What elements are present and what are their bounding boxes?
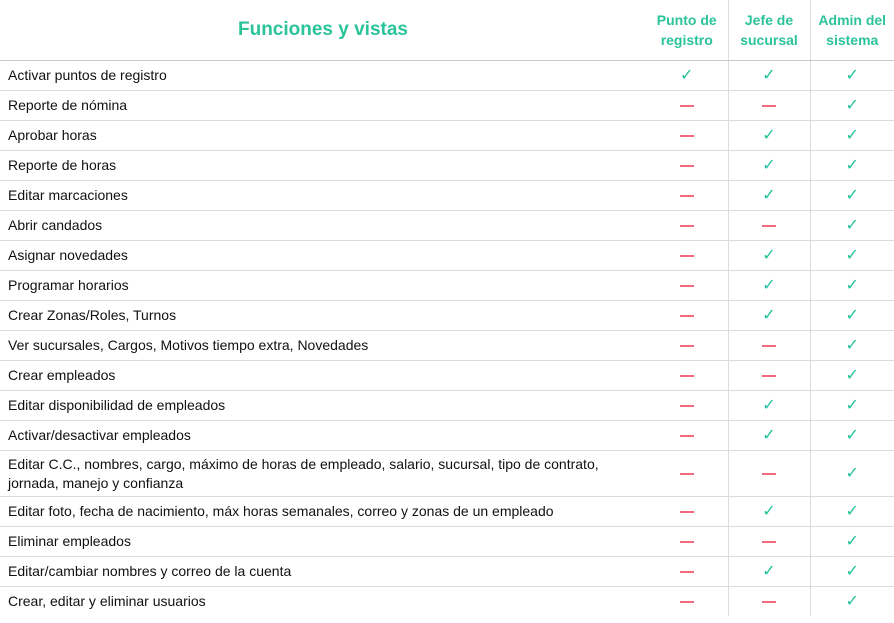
dash-icon	[762, 345, 776, 347]
check-icon: ✓	[845, 187, 859, 204]
check-icon: ✓	[845, 427, 859, 444]
permission-denied-cell	[646, 331, 728, 361]
check-icon: ✓	[762, 427, 776, 444]
dash-icon	[680, 315, 694, 317]
role-header-line1: Punto de	[656, 12, 717, 28]
permission-granted-cell	[810, 181, 894, 211]
check-icon: ✓	[845, 307, 859, 324]
dash-icon	[680, 105, 694, 107]
permission-denied-cell	[646, 421, 728, 451]
permission-denied-cell	[646, 361, 728, 391]
check-icon: ✓	[680, 67, 694, 84]
function-label: Editar C.C., nombres, cargo, máximo de horas de empleado, salario, sucursal, tipo de contrato, jornada, manejo y confianza	[0, 451, 646, 497]
check-icon: ✓	[762, 397, 776, 414]
table-row	[0, 121, 894, 151]
check-icon: ✓	[845, 593, 859, 610]
permission-denied-cell	[728, 211, 810, 241]
permission-granted-cell	[810, 121, 894, 151]
check-icon: ✓	[845, 97, 859, 114]
permission-denied-cell	[728, 91, 810, 121]
dash-icon	[680, 601, 694, 603]
functions-column-header: Funciones y vistas	[0, 0, 646, 61]
check-icon: ✓	[762, 187, 776, 204]
dash-icon	[680, 195, 694, 197]
table-header	[0, 0, 894, 61]
dash-icon	[680, 285, 694, 287]
table-row	[0, 331, 894, 361]
table-row	[0, 527, 894, 557]
permission-denied-cell	[646, 121, 728, 151]
dash-icon	[680, 135, 694, 137]
permission-denied-cell	[646, 241, 728, 271]
permission-granted-cell	[728, 391, 810, 421]
table-row	[0, 151, 894, 181]
table-row	[0, 61, 894, 91]
permission-granted-cell	[810, 61, 894, 91]
table-row	[0, 557, 894, 587]
dash-icon	[680, 405, 694, 407]
permission-granted-cell	[810, 451, 894, 497]
dash-icon	[680, 165, 694, 167]
table-row	[0, 587, 894, 617]
function-label: Editar foto, fecha de nacimiento, máx horas semanales, correo y zonas de un empleado	[0, 497, 646, 527]
dash-icon	[680, 375, 694, 377]
dash-icon	[680, 225, 694, 227]
permission-granted-cell	[810, 421, 894, 451]
dash-icon	[680, 345, 694, 347]
permission-granted-cell	[728, 557, 810, 587]
dash-icon	[762, 105, 776, 107]
table-row	[0, 91, 894, 121]
permission-granted-cell	[728, 497, 810, 527]
function-label: Aprobar horas	[0, 121, 646, 151]
function-label: Editar disponibilidad de empleados	[0, 391, 646, 421]
permission-granted-cell	[728, 121, 810, 151]
permission-granted-cell	[810, 361, 894, 391]
dash-icon	[680, 435, 694, 437]
permission-denied-cell	[646, 391, 728, 421]
dash-icon	[762, 375, 776, 377]
role-header-punto-de-registro	[646, 0, 728, 61]
check-icon: ✓	[845, 397, 859, 414]
check-icon: ✓	[845, 247, 859, 264]
function-label: Crear, editar y eliminar usuarios	[8, 593, 206, 609]
role-header-line1: Admin del	[818, 12, 887, 28]
check-icon: ✓	[845, 277, 859, 294]
table-row	[0, 421, 894, 451]
table-body	[0, 61, 894, 617]
function-label: Eliminar empleados	[0, 527, 646, 557]
check-icon: ✓	[845, 217, 859, 234]
permission-denied-cell	[728, 451, 810, 497]
table-row	[0, 271, 894, 301]
function-label: Reporte de nómina	[0, 91, 646, 121]
check-icon: ✓	[845, 127, 859, 144]
dash-icon	[762, 225, 776, 227]
table-row	[0, 301, 894, 331]
dash-icon	[762, 601, 776, 603]
function-label: Crear empleados	[0, 361, 646, 391]
check-icon: ✓	[845, 503, 859, 520]
permission-granted-cell	[810, 91, 894, 121]
permission-granted-cell	[810, 241, 894, 271]
function-label: Asignar novedades	[0, 241, 646, 271]
permission-denied-cell	[646, 181, 728, 211]
check-icon: ✓	[762, 67, 776, 84]
permission-granted-cell	[728, 421, 810, 451]
role-header-line1: Jefe de	[744, 12, 794, 28]
permission-granted-cell	[728, 301, 810, 331]
check-icon: ✓	[762, 157, 776, 174]
check-icon: ✓	[762, 127, 776, 144]
permission-denied-cell	[646, 587, 728, 617]
permission-denied-cell	[728, 361, 810, 391]
permission-granted-cell	[728, 241, 810, 271]
check-icon: ✓	[762, 503, 776, 520]
permission-granted-cell	[728, 61, 810, 91]
check-icon: ✓	[845, 367, 859, 384]
role-header-line2: sucursal	[740, 32, 798, 48]
permission-granted-cell	[728, 151, 810, 181]
function-label: Crear Zonas/Roles, Turnos	[0, 301, 646, 331]
check-icon: ✓	[762, 563, 776, 580]
role-header-admin-del-sistema	[810, 0, 894, 61]
permission-denied-cell	[646, 211, 728, 241]
role-header-line2: registro	[660, 32, 713, 48]
dash-icon	[680, 541, 694, 543]
check-icon: ✓	[845, 337, 859, 354]
permission-granted-cell	[810, 527, 894, 557]
permission-denied-cell	[646, 497, 728, 527]
table-row	[0, 241, 894, 271]
permission-granted-cell	[810, 301, 894, 331]
table-row	[0, 211, 894, 241]
role-header-line2: sistema	[826, 32, 879, 48]
permission-denied-cell	[728, 587, 810, 617]
permission-granted-cell	[810, 497, 894, 527]
permission-granted-cell	[646, 61, 728, 91]
dash-icon	[762, 473, 776, 475]
check-icon: ✓	[845, 533, 859, 550]
check-icon: ✓	[845, 157, 859, 174]
table-row	[0, 181, 894, 211]
role-header-jefe-de-sucursal	[728, 0, 810, 61]
permission-granted-cell	[728, 271, 810, 301]
table-row	[0, 497, 894, 527]
permission-granted-cell	[810, 211, 894, 241]
check-icon: ✓	[845, 67, 859, 84]
function-label: Programar horarios	[0, 271, 646, 301]
permission-granted-cell	[810, 587, 894, 617]
function-label: Ver sucursales, Cargos, Motivos tiempo extra, Novedades	[0, 331, 646, 361]
permission-denied-cell	[646, 91, 728, 121]
table-row	[0, 451, 894, 497]
permission-denied-cell	[646, 301, 728, 331]
header-row	[0, 0, 894, 61]
function-label: Reporte de horas	[0, 151, 646, 181]
permission-denied-cell	[728, 527, 810, 557]
table-row	[0, 391, 894, 421]
table-row	[0, 361, 894, 391]
permission-denied-cell	[646, 271, 728, 301]
permission-denied-cell	[646, 151, 728, 181]
dash-icon	[762, 541, 776, 543]
function-label: Activar/desactivar empleados	[0, 421, 646, 451]
permission-granted-cell	[810, 271, 894, 301]
permission-denied-cell	[646, 557, 728, 587]
permission-granted-cell	[810, 391, 894, 421]
check-icon: ✓	[845, 465, 859, 482]
check-icon: ✓	[762, 277, 776, 294]
permission-granted-cell	[810, 557, 894, 587]
function-label: Editar marcaciones	[0, 181, 646, 211]
permission-granted-cell	[728, 181, 810, 211]
function-label: Activar puntos de registro	[0, 61, 646, 91]
check-icon: ✓	[762, 247, 776, 264]
dash-icon	[680, 571, 694, 573]
permission-denied-cell	[728, 331, 810, 361]
permission-denied-cell	[646, 451, 728, 497]
dash-icon	[680, 511, 694, 513]
permission-denied-cell	[646, 527, 728, 557]
permission-granted-cell	[810, 331, 894, 361]
dash-icon	[680, 255, 694, 257]
check-icon: ✓	[762, 307, 776, 324]
dash-icon	[680, 473, 694, 475]
function-label: Abrir candados	[0, 211, 646, 241]
function-label: Editar/cambiar nombres y correo de la cuenta	[0, 557, 646, 587]
permission-granted-cell	[810, 151, 894, 181]
check-icon: ✓	[845, 563, 859, 580]
